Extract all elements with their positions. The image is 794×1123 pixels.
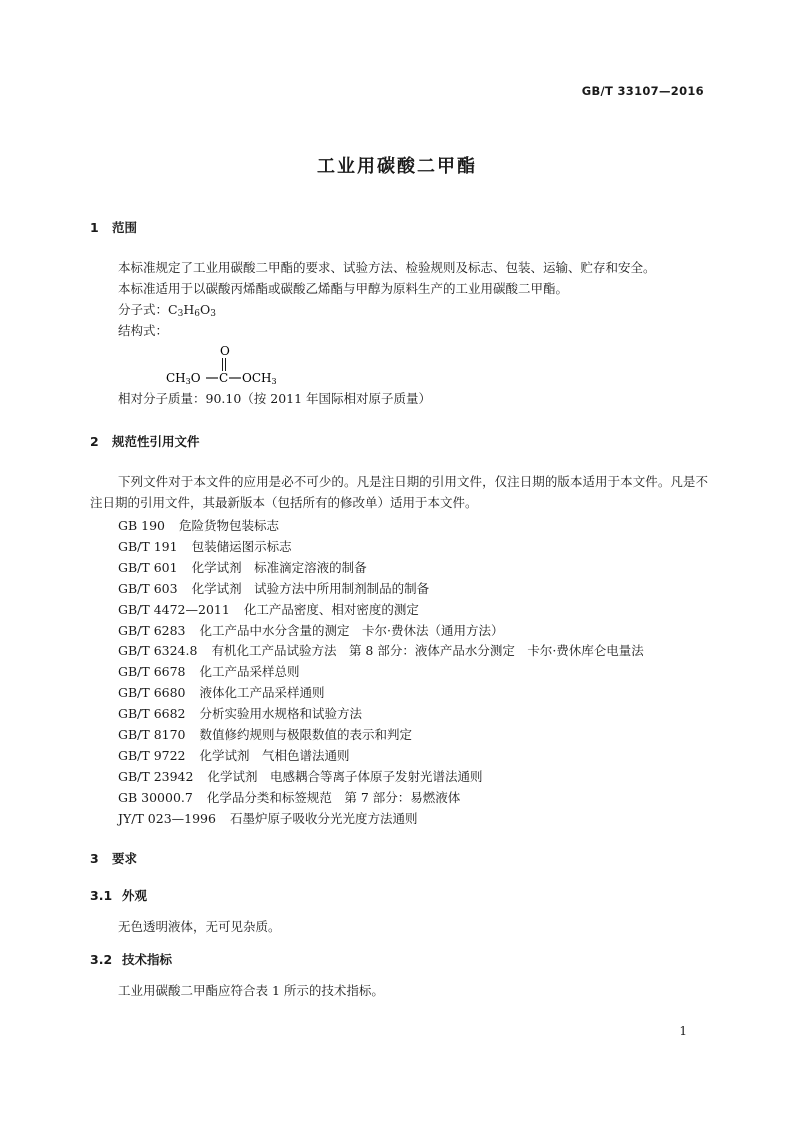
methoxy-left: CH3O xyxy=(166,371,201,386)
subsection-title: 技术指标 xyxy=(122,952,173,967)
section-number: 1 xyxy=(90,220,99,235)
reference-item xyxy=(118,746,644,767)
formula-c: C xyxy=(168,302,178,317)
subsection-title: 外观 xyxy=(122,888,148,903)
reference-code: GB/T 191 xyxy=(118,538,178,554)
reference-item xyxy=(118,809,644,830)
formula-h: H xyxy=(183,302,195,317)
appearance-text: 无色透明液体，无可见杂质。 xyxy=(118,919,281,934)
reference-item xyxy=(118,600,644,621)
section-title: 范围 xyxy=(112,220,138,235)
reference-item xyxy=(118,704,644,725)
reference-item xyxy=(118,621,644,642)
reference-code: GB 30000.7 xyxy=(118,789,193,805)
reference-title: 化工产品中水分含量的测定 卡尔·费休法（通用方法） xyxy=(199,622,504,638)
subsection-number: 3.2 xyxy=(90,952,113,967)
reference-title: 石墨炉原子吸收分光光度方法通则 xyxy=(229,810,418,826)
reference-code: GB 190 xyxy=(118,518,166,533)
section-number: 2 xyxy=(90,434,99,449)
reference-title: 分析实验用水规格和试验方法 xyxy=(199,706,363,722)
formula-h-count: 6 xyxy=(194,309,200,319)
reference-title: 危险货物包装标志 xyxy=(179,518,280,533)
section-title: 规范性引用文件 xyxy=(112,434,200,449)
reference-item xyxy=(118,516,644,537)
reference-item xyxy=(118,725,644,746)
references-intro: 下列文件对于本文件的应用是必不可少的。凡是注日期的引用文件，仅注日期的版本适用于本文件。凡是不注日期的引用文件，其最新版本（包括所有的修改单）适用于本文件。 xyxy=(90,474,708,510)
reference-title: 化学试剂 试验方法中所用制剂制品的制备 xyxy=(191,580,430,596)
reference-title: 化学试剂 标准滴定溶液的制备 xyxy=(191,559,367,575)
technical-index-text: 工业用碳酸二甲酯应符合表 1 所示的技术指标。 xyxy=(118,983,384,998)
reference-item xyxy=(118,558,644,579)
reference-item xyxy=(118,767,644,788)
reference-item xyxy=(118,662,644,683)
carbonyl-oxygen: O xyxy=(220,344,230,358)
document-title: 工业用碳酸二甲酯 xyxy=(317,156,477,177)
subsection-3-1-heading xyxy=(90,886,147,904)
section-title: 要求 xyxy=(112,851,138,866)
reference-title: 包装储运图示标志 xyxy=(191,538,292,554)
reference-title: 化工产品密度、相对密度的测定 xyxy=(243,601,419,617)
standard-code: GB/T 33107—2016 xyxy=(581,84,704,98)
reference-code: GB/T 6682 xyxy=(118,706,186,722)
section-3-heading xyxy=(90,849,137,867)
reference-code: GB/T 6680 xyxy=(118,685,186,701)
reference-title: 化学品分类和标签规范 第 7 部分：易燃液体 xyxy=(206,789,461,805)
reference-code: GB/T 4472—2011 xyxy=(118,601,230,617)
reference-title: 数值修约规则与极限数值的表示和判定 xyxy=(199,727,413,743)
reference-item xyxy=(118,537,644,558)
reference-title: 化学试剂 气相色谱法通则 xyxy=(199,747,350,763)
reference-code: GB/T 6678 xyxy=(118,664,186,680)
reference-title: 化学试剂 电感耦合等离子体原子发射光谱法通则 xyxy=(207,768,483,784)
subsection-3-2-heading xyxy=(90,950,172,968)
section-2-heading xyxy=(90,432,200,450)
formula-o-count: 3 xyxy=(210,309,216,319)
structural-formula-label: 结构式： xyxy=(118,323,169,338)
reference-title: 有机化工产品试验方法 第 8 部分：液体产品水分测定 卡尔·费休库仑电量法 xyxy=(211,643,644,659)
formula-o: O xyxy=(199,302,211,317)
normative-references-list xyxy=(118,516,644,830)
reference-title: 液体化工产品采样通则 xyxy=(199,685,325,701)
scope-paragraph-2: 本标准适用于以碳酸丙烯酯或碳酸乙烯酯与甲醇为原料生产的工业用碳酸二甲酯。 xyxy=(118,281,569,296)
reference-code: JY/T 023—1996 xyxy=(118,810,216,826)
reference-item xyxy=(118,788,644,809)
reference-code: GB/T 6324.8 xyxy=(118,643,198,659)
methoxy-right: OCH3 xyxy=(242,371,277,386)
subsection-number: 3.1 xyxy=(90,888,113,903)
formula-label: 分子式： xyxy=(118,302,169,317)
reference-item xyxy=(118,641,644,662)
section-1-heading xyxy=(90,218,137,236)
reference-code: GB/T 23942 xyxy=(118,768,194,784)
structural-formula xyxy=(164,342,304,390)
reference-item xyxy=(118,683,644,704)
reference-code: GB/T 601 xyxy=(118,559,178,575)
reference-code: GB/T 603 xyxy=(118,580,178,596)
molecular-mass: 相对分子质量：90.10（按 2011 年国际相对原子质量） xyxy=(118,391,432,406)
scope-paragraph-1: 本标准规定了工业用碳酸二甲酯的要求、试验方法、检验规则及标志、包装、运输、贮存和安全。 xyxy=(118,260,656,275)
reference-title: 化工产品采样总则 xyxy=(199,664,300,680)
section-number: 3 xyxy=(90,851,99,866)
reference-code: GB/T 6283 xyxy=(118,622,186,638)
page-number: 1 xyxy=(679,1024,687,1038)
formula-c-count: 3 xyxy=(177,309,184,319)
carbonyl-carbon: C xyxy=(219,371,229,385)
reference-code: GB/T 8170 xyxy=(118,727,186,743)
reference-code: GB/T 9722 xyxy=(118,747,186,763)
reference-item xyxy=(118,579,644,600)
